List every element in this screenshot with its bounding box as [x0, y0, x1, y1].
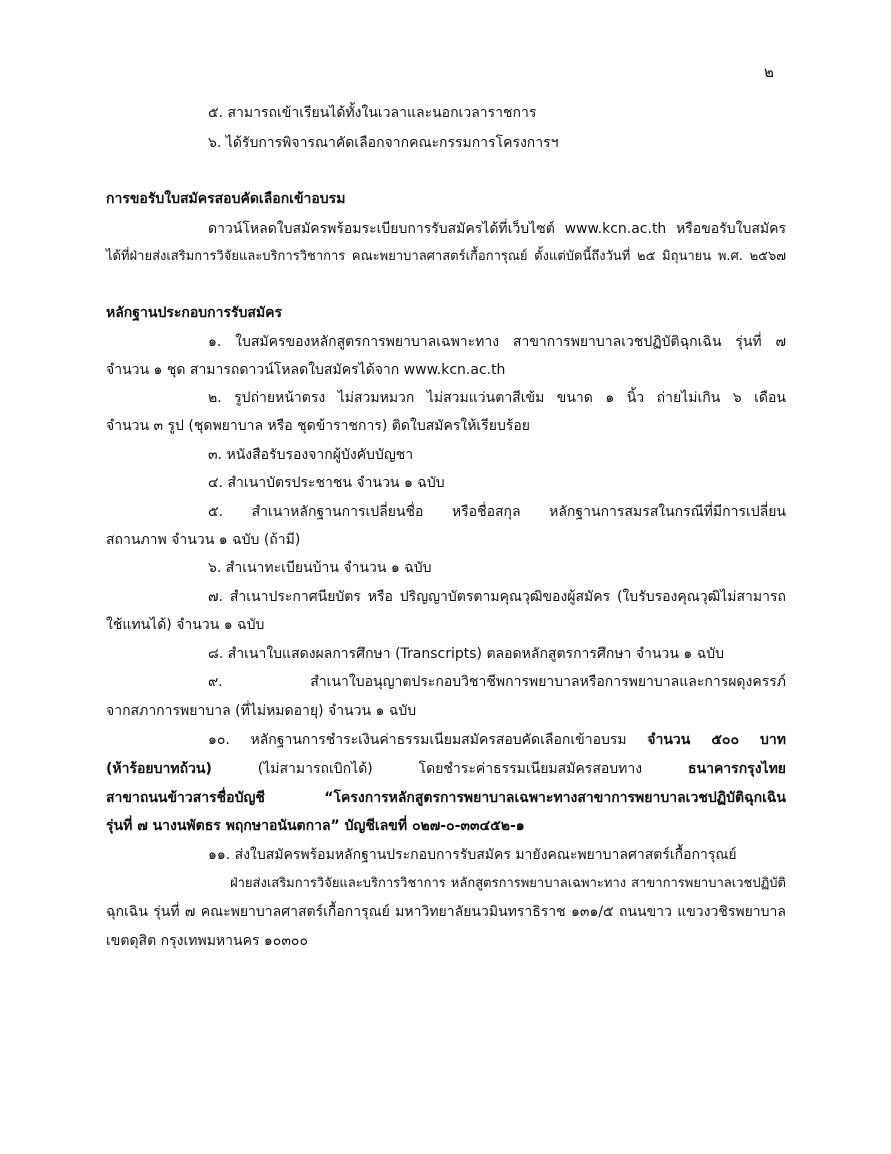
document-10-line-1: [208, 729, 786, 751]
address-line-1: ฝ่ายส่งเสริมการวิจัยและบริการวิชาการ หลักสูตรการพยาบาลเฉพาะทาง สาขาการพยาบาลเวชปฏิบัติ: [230, 876, 786, 891]
document-9-line-1: ๙. สำเนาใบอนุญาตประกอบวิชาชีพการพยาบาลหรือการพยาบาลและการผดุงครรภ์: [208, 674, 786, 690]
fee-amount: จำนวน ๕๐๐ บาท: [647, 732, 786, 748]
document-2-line-2: จำนวน ๓ รูป (ชุดพยาบาล หรือ ชุดข้าราชการ) ติดใบสมัครให้เรียบร้อย: [106, 418, 530, 434]
document-7-line-2: ใช้แทนได้) จำนวน ๑ ฉบับ: [106, 617, 265, 633]
document-3: ๓. หนังสือรับรองจากผู้บังคับบัญชา: [208, 447, 414, 463]
document-2-line-1: ๒. รูปถ่ายหน้าตรง ไม่สวมหมวก ไม่สวมแว่นตาสีเข้ม ขนาด ๑ นิ้ว ถ่ายไม่เกิน ๖ เดือน: [208, 390, 786, 406]
document-11: ๑๑. ส่งใบสมัครพร้อมหลักฐานประกอบการรับสมัคร มายังคณะพยาบาลศาสตร์เกื้อการุณย์: [208, 847, 737, 863]
document-5-line-1: ๕. สำเนาหลักฐานการเปลี่ยนชื่อ หรือชื่อสกุล หลักฐานการสมรสในกรณีที่มีการเปลี่ยน: [208, 504, 786, 520]
application-form-heading: การขอรับใบสมัครสอบคัดเลือกเข้าอบรม: [106, 191, 346, 207]
address-line-2: ฉุกเฉิน รุ่นที่ ๗ คณะพยาบาลศาสตร์เกื้อการุณย์ มหาวิทยาลัยนวมินทราธิราช ๑๓๑/๕ ถนนขาว แขวงวชิรพยาบาล: [106, 904, 786, 920]
address-line-3: เขตดุสิต กรุงเทพมหานคร ๑๐๓๐๐: [106, 933, 309, 949]
document-6: ๖. สำเนาทะเบียนบ้าน จำนวน ๑ ฉบับ: [208, 560, 432, 576]
document-5-line-2: สถานภาพ จำนวน ๑ ฉบับ (ถ้ามี): [106, 532, 301, 548]
fee-amount-words: (ห้าร้อยบาทถ้วน): [106, 761, 212, 777]
criteria-item-6: ๖. ได้รับการพิจารณาคัดเลือกจากคณะกรรมการโครงการฯ: [208, 135, 559, 151]
payment-method-text: (ไม่สามารถเบิกได้) โดยชำระค่าธรรมเนียมสมัครสอบทาง: [211, 761, 688, 777]
page-number: ๒: [764, 63, 774, 81]
bank-name: ธนาคารกรุงไทย: [687, 761, 786, 777]
document-1-line-1: ๑. ใบสมัครของหลักสูตรการพยาบาลเฉพาะทาง สาขาการพยาบาลเวชปฏิบัติฉุกเฉิน รุ่นที่ ๗: [208, 334, 786, 350]
application-form-line-1: ดาวน์โหลดใบสมัครพร้อมระเบียบการรับสมัครได้ที่เว็บไซต์ www.kcn.ac.th หรือขอรับใบสมัคร: [208, 221, 786, 237]
document-7-line-1: ๗. สำเนาประกาศนียบัตร หรือ ปริญญาบัตรตามคุณวุฒิของผู้สมัคร (ใบรับรองคุณวุฒิไม่สามารถ: [208, 589, 786, 605]
document-10-line-2: [106, 758, 786, 780]
criteria-item-5: ๕. สามารถเข้าเรียนได้ทั้งในเวลาและนอกเวลาราชการ: [208, 105, 537, 121]
application-form-line-2: ได้ที่ฝ่ายส่งเสริมการวิจัยและบริการวิชาการ คณะพยาบาลศาสตร์เกื้อการุณย์ ตั้งแต่บัดนี้ถึงวันที่ ๒๕ มิถุนายน พ.ศ. ๒๕๖๗: [106, 249, 786, 264]
document-1-line-2: จำนวน ๑ ชุด สามารถดาวน์โหลดใบสมัครได้จาก www.kcn.ac.th: [106, 362, 506, 378]
document-10-text: ๑๐. หลักฐานการชำระเงินค่าธรรมเนียมสมัครสอบคัดเลือกเข้าอบรม: [208, 732, 648, 748]
document-10-line-4: รุ่นที่ ๗ นางนพัตธร พฤกษาอนันตกาล” บัญชีเลขที่ ๐๒๗-๐-๓๓๔๕๒-๑: [106, 818, 525, 834]
document-4: ๔. สำเนาบัตรประชาชน จำนวน ๑ ฉบับ: [208, 475, 445, 491]
documents-heading: หลักฐานประกอบการรับสมัคร: [106, 305, 283, 321]
document-9-line-2: จากสภาการพยาบาล (ที่ไม่หมดอายุ) จำนวน ๑ ฉบับ: [106, 703, 417, 719]
document-10-line-3: สาขาถนนข้าวสารชื่อบัญชี “โครงการหลักสูตรการพยาบาลเฉพาะทางสาขาการพยาบาลเวชปฏิบัติฉุกเฉิน: [106, 790, 786, 806]
document-8: ๘. สำเนาใบแสดงผลการศึกษา (Transcripts) ตลอดหลักสูตรการศึกษา จำนวน ๑ ฉบับ: [208, 646, 725, 662]
